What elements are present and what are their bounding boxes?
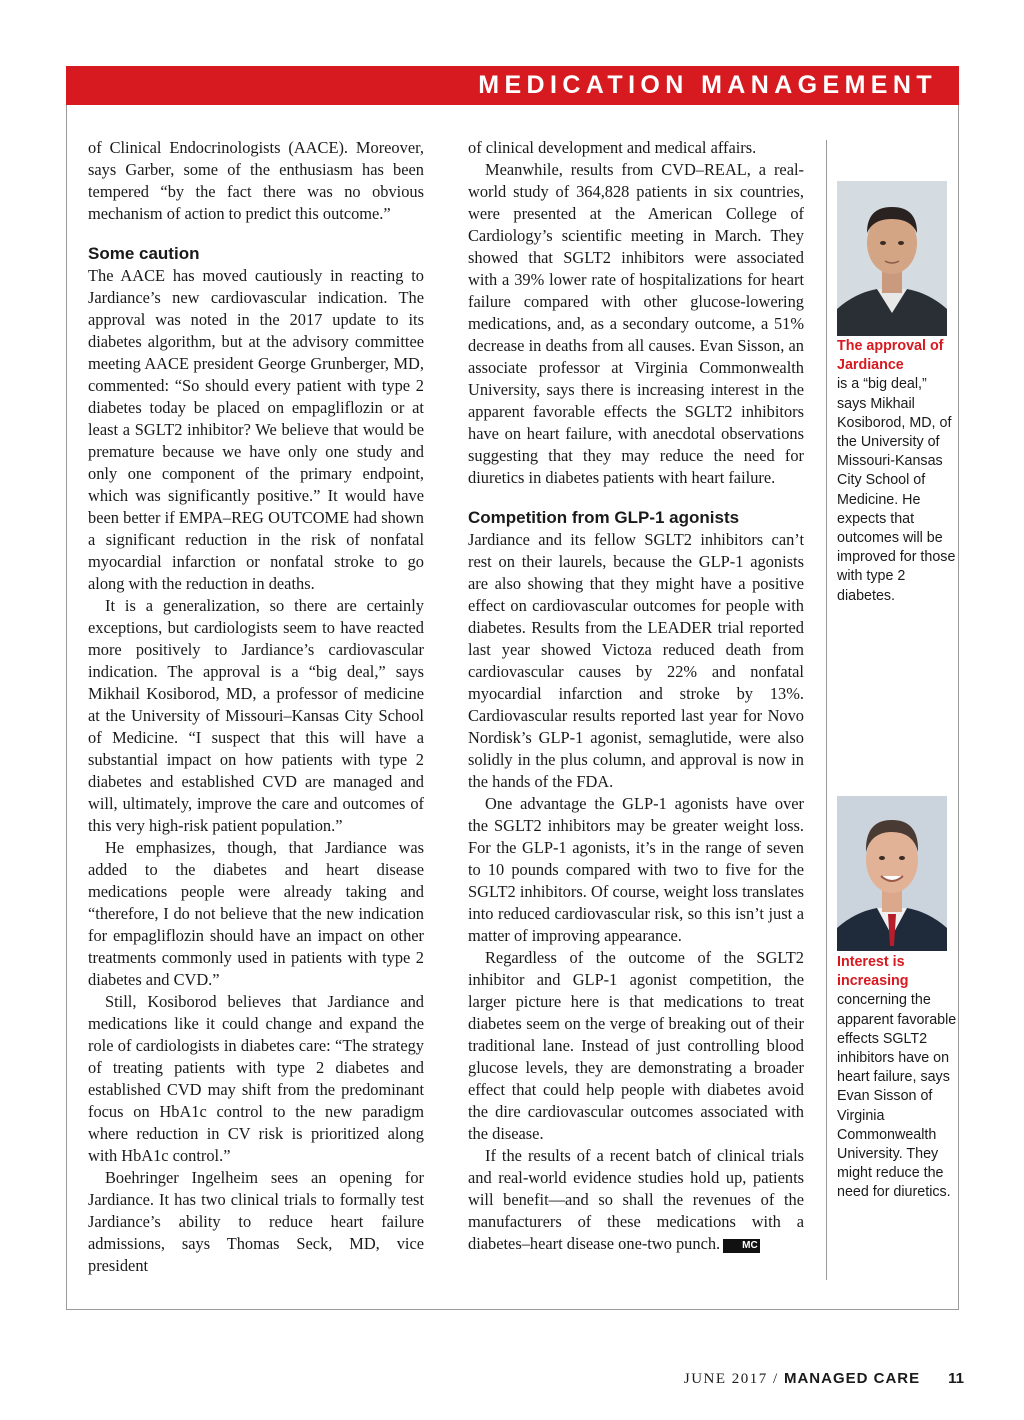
caption-body: is a “big deal,” says Mikhail Kosiborod, MD, of the University of Missouri-Kansas City School of Medicine. He expects that outcomes will be improved for those with type 2 diabetes. <box>837 376 956 604</box>
paragraph: It is a generalization, so there are certainly exceptions, but cardiologists seem to have reacted more positively to Jardiance’s cardiovascular indication. The approval is a “big deal,” says Mikhail Kosiborod, MD, a professor of medicine at the University of Missouri–Kansas City School of Medicine. “I suspect that this will have a substantial impact on how patients with type 2 diabetes and established CVD are managed and will, ultimately, improve the care and outcomes of this very high-risk patient population.” <box>88 596 424 835</box>
magazine-name: MANAGED CARE <box>783 1370 921 1387</box>
caption-lead: The approval of Jardiance <box>837 338 944 374</box>
portrait-photo-sisson <box>837 796 947 951</box>
paragraph: of Clinical Endocrinologists (AACE). Moreover, says Garber, some of the enthusiasm has been tempered “by the fact there was no obvious mechanism of action to predict this outcome.” <box>88 138 424 223</box>
section-title: MEDICATION MANAGEMENT <box>478 71 937 99</box>
portrait-photo-kosiborod <box>837 181 947 336</box>
caption-lead: Interest is increasing <box>837 954 909 990</box>
subheading-some-caution: Some caution <box>88 244 200 263</box>
paragraph: Jardiance and its fellow SGLT2 inhibitors can’t rest on their laurels, because the GLP-1 agonists are also showing that they might have a positive effect on cardiovascular outcomes for people with diabetes. Results from the LEADER trial reported last year showed Victoza reduced death from cardiovascular causes by 22% and nonfatal myocardial infarction and stroke by 13%. Cardiovascular results reported last year for Novo Nordisk’s GLP-1 agonist, semaglutide, were also solidly in the plus column, and approval is now in the hands of the FDA. <box>468 530 804 791</box>
paragraph: He emphasizes, though, that Jardiance was added to the diabetes and heart disease medications people were already taking and “therefore, I do not believe that the new indication for empagliflozin should have an impact on other treatments commonly used in patients with type 2 diabetes and CVD.” <box>88 838 424 989</box>
paragraph: Still, Kosiborod believes that Jardiance and medications like it could change and expand the role of cardiologists in diabetes care: “The strategy of treating patients with type 2 diabetes and established CVD may shift from the predominant focus on HbA1c control to the new paradigm where reduction in CV risk is prioritized along with HbA1c control.” <box>88 992 424 1165</box>
section-banner <box>66 66 959 105</box>
paragraph: Regardless of the outcome of the SGLT2 inhibitor and GLP-1 agonist competition, the larger picture here is that medications to treat diabetes seem on the verge of breaking out of their traditional lane. Instead of just controlling blood glucose levels, they are demonstrating a broader effect that could help people with diabetes avoid the dire cardiovascular outcomes associated with the disease. <box>468 948 804 1143</box>
sidebar-divider <box>826 140 827 1280</box>
article-column-2 <box>468 137 804 1255</box>
paragraph: One advantage the GLP-1 agonists have over the SGLT2 inhibitors may be greater weight loss. For the GLP-1 agonists, it’s in the range of seven to 10 pounds compared with two to five for the SGLT2 inhibitors. Of course, weight loss translates into reduced cardiovascular risk, so this isn’t just a matter of improving appearance. <box>468 794 804 945</box>
end-mark-icon: MC <box>723 1239 760 1253</box>
photo-caption-2 <box>837 953 957 1203</box>
paragraph: of clinical development and medical affairs. <box>468 138 757 157</box>
paragraph: Boehringer Ingelheim sees an opening for Jardiance. It has two clinical trials to formally test Jardiance’s ability to reduce heart failure admissions, says Thomas Seck, MD, vice president <box>88 1168 424 1275</box>
paragraph: The AACE has moved cautiously in reacting to Jardiance’s new cardiovascular indication. The approval was noted in the 2017 update to its diabetes algorithm, but at the advisory committee meeting AACE president George Grunberger, MD, commented: “So should every patient with type 2 diabetes today be placed on empagliflozin or at least a SGLT2 inhibitor? We believe that would be premature because we have only one study and only one component of the primary endpoint, which was significantly positive.” It would have been better if EMPA–REG OUTCOME had shown a significant reduction in the risk of nonfatal myocardial infarction or nonfatal stroke to go along with the reduction in deaths. <box>88 266 424 593</box>
page-number: 11 <box>948 1370 964 1387</box>
paragraph-final <box>468 1145 804 1255</box>
caption-body: concerning the apparent favorable effects SGLT2 inhibitors have on heart failure, says Evan Sisson of Virginia Commonwealth University. They might reduce the need for diuretics. <box>837 992 957 1201</box>
article-column-1 <box>88 137 424 1277</box>
issue-date: JUNE 2017 / <box>683 1371 784 1387</box>
paragraph: Meanwhile, results from CVD–REAL, a real-world study of 364,828 patients in six countries, were presented at the American College of Cardiology’s scientific meeting in March. They showed that SGLT2 inhibitors were associated with a 39% lower rate of hospitalizations for heart failure compared with other glucose-lowering medications, and, as a secondary outcome, a 51% decrease in deaths from all causes. Evan Sisson, an associate professor at Virginia Commonwealth University, says there is increasing interest in the apparent favorable effects the SGLT2 inhibitors have on heart failure, with anecdotal observations suggesting that they may reduce the need for diuretics in diabetes patients with heart failure. <box>468 160 804 487</box>
subheading-competition: Competition from GLP-1 agonists <box>468 508 740 527</box>
page-footer <box>684 1370 964 1388</box>
paragraph-text: If the results of a recent batch of clinical trials and real-world evidence studies hold up, patients will benefit—and so shall the revenues of the manufacturers of these medications with a diabetes–heart disease one-two punch. <box>468 1146 804 1253</box>
photo-caption-1 <box>837 337 957 606</box>
